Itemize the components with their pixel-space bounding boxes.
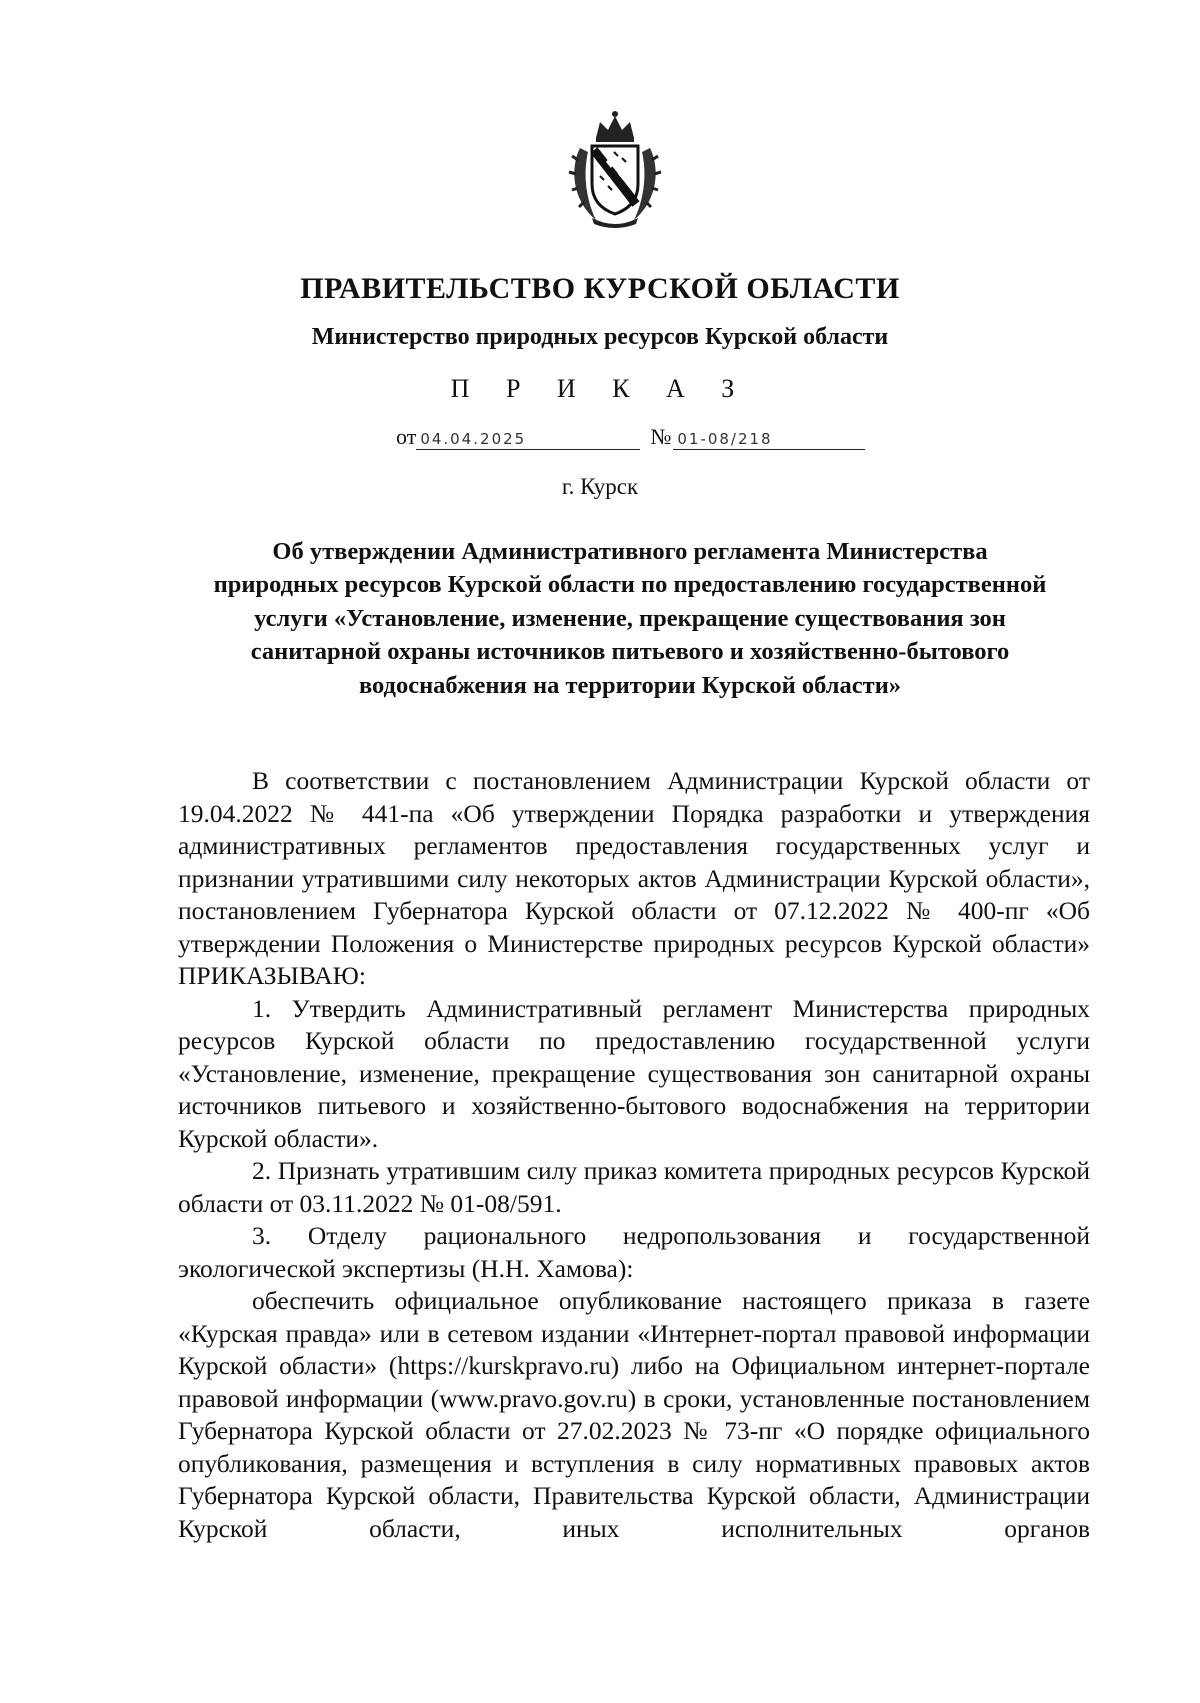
- preamble-paragraph: В соответствии с постановлением Администрации Курской области от 19.04.2022 № 441-па «Об утверждении Порядка разработки и утверждения административных регламентов предоставления государственных услуг и признании утратившими силу некоторых актов Администрации Курской области», постановлением Губернатора Курской области от 07.12.2022 № 400-пг «Об утверждении Положения о Министерстве природных ресурсов Курской области» ПРИКАЗЫВАЮ:: [178, 766, 1090, 990]
- document-title: Об утверждении Административного регламента Министерства природных ресурсов Курской области по предоставлению государственной услуги «Установление, изменение, прекращение существования зон санитарной охраны источников питьевого и хозяйственно-бытового водоснабжения на территории Курской области»: [213, 538, 1047, 699]
- item-3a-paragraph: обеспечить официальное опубликование настоящего приказа в газете «Курская правда» или в сетевом издании «Интернет-портал правовой информации Курской области» (https://kurskpravo.ru) либо на Официальном интернет-портале правовой информации (www.pravo.gov.ru) в сроки, установленные постановлением Губернатора Курской области от 27.02.2023 № 73-пг «О порядке официального опубликования, размещения и вступления в силу нормативных правовых актов Губернатора Курской области, Правительства Курской области, Администрации Курской области, иных исполнительных органов: [178, 1286, 1090, 1543]
- handwritten-number: 01-08/218: [673, 429, 865, 450]
- ministry-name: Министерство природных ресурсов Курской области: [311, 324, 889, 350]
- date-number-line: [396, 424, 865, 450]
- date-prefix: от: [396, 424, 417, 449]
- city-label: г. Курск: [561, 474, 639, 499]
- handwritten-date: 04.04.2025: [416, 429, 640, 450]
- item-2-paragraph: 2. Признать утратившим силу приказ комитета природных ресурсов Курской области от 03.11.2022 № 01-08/591.: [178, 1156, 1090, 1218]
- item-3-paragraph: 3. Отделу рационального недропользования и государственной экологической экспертизы (Н.Н. Хамова):: [178, 1221, 1090, 1283]
- document-body: [178, 765, 1090, 1545]
- government-title: ПРАВИТЕЛЬСТВО КУРСКОЙ ОБЛАСТИ: [300, 272, 900, 305]
- number-sign: №: [650, 424, 672, 449]
- document-type: П Р И К А З: [450, 374, 750, 403]
- coat-of-arms-emblem: [566, 108, 664, 230]
- item-1-paragraph: 1. Утвердить Административный регламент Министерства природных ресурсов Курской области по предоставлению государственной услуги «Установление, изменение, прекращение существования зон санитарной охраны источников питьевого и хозяйственно-бытового водоснабжения на территории Курской области».: [178, 993, 1090, 1153]
